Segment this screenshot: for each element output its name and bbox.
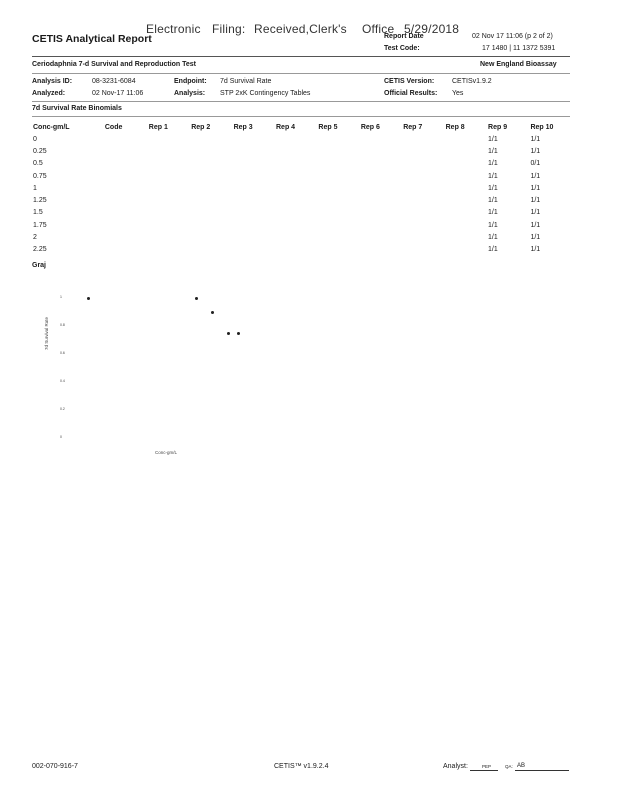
analysis-id-label: Analysis ID: — [32, 78, 73, 85]
col-rep5: Rep 5 — [318, 123, 338, 131]
col-rep6: Rep 6 — [360, 123, 380, 131]
filing-stamp-filing: Filing: — [212, 22, 246, 36]
cell-rep9: 1/1 — [488, 160, 498, 168]
cell-rep9: 1/1 — [488, 197, 498, 205]
y-axis-label: 7d Survival Rate — [44, 316, 49, 350]
analyst-initials: PEP — [482, 764, 492, 769]
col-code: Code — [104, 123, 123, 131]
data-point — [195, 297, 198, 300]
endpoint-value: 7d Survival Rate — [220, 78, 272, 85]
cell-rep10: 0/1 — [530, 160, 541, 168]
data-point — [237, 332, 240, 335]
report-date-label: Report Date — [384, 33, 424, 40]
analyst-line — [470, 770, 498, 771]
analyzed-label: Analyzed: — [32, 90, 66, 97]
table-row — [33, 244, 573, 256]
qa-initials: AB — [517, 763, 526, 769]
col-conc: Conc-gm/L — [33, 123, 70, 131]
col-rep3: Rep 3 — [233, 123, 253, 131]
table-row — [33, 158, 573, 170]
y-tick-label: 0.2 — [60, 407, 65, 411]
qa-line — [515, 770, 569, 771]
cell-conc: 1 — [33, 184, 37, 192]
filing-stamp-received: Received,Clerk's — [254, 22, 347, 36]
cell-rep9: 1/1 — [488, 135, 498, 143]
data-point — [87, 297, 90, 300]
filing-stamp-date: 5/29/2018 — [404, 22, 460, 36]
table-row — [33, 231, 573, 243]
table-row — [33, 194, 573, 206]
col-rep9: Rep 9 — [488, 123, 508, 131]
meta-rule — [32, 73, 570, 74]
cell-rep9: 1/1 — [488, 221, 498, 229]
analyst-label: Analyst: — [443, 763, 468, 770]
table-row — [33, 182, 573, 194]
table-row — [33, 145, 573, 157]
data-point — [227, 332, 230, 335]
qa-label: QA: — [505, 764, 513, 769]
cell-rep9: 1/1 — [488, 172, 498, 180]
header-rule — [32, 56, 570, 57]
cetis-version-value: CETISv1.9.2 — [452, 78, 492, 85]
table-row — [33, 133, 573, 145]
section-rule — [32, 101, 570, 102]
analysis-label: Analysis: — [174, 90, 206, 97]
cell-conc: 0.75 — [33, 172, 47, 180]
graph-title: Graj — [32, 262, 47, 269]
y-tick-label: 0 — [60, 435, 62, 439]
data-point — [211, 311, 214, 314]
cell-rep10: 1/1 — [530, 221, 541, 229]
cell-rep9: 1/1 — [488, 184, 498, 192]
col-rep7: Rep 7 — [403, 123, 423, 131]
cell-rep9: 1/1 — [488, 234, 498, 242]
cell-conc: 1.5 — [33, 209, 43, 217]
test-code-value: 17 1480 | 11 1372 5391 — [482, 45, 556, 52]
cell-rep10: 1/1 — [530, 234, 541, 242]
official-results-value: Yes — [452, 90, 464, 97]
filing-stamp-office: Office — [362, 22, 395, 36]
x-axis-label: Conc-gm/L — [155, 450, 178, 455]
test-code-label: Test Code: — [384, 45, 420, 52]
cell-rep10: 1/1 — [530, 246, 541, 254]
section-title: 7d Survival Rate Binomials — [32, 105, 122, 112]
cell-rep10: 1/1 — [530, 197, 541, 205]
report-title: CETIS Analytical Report — [32, 33, 152, 45]
cell-rep10: 1/1 — [530, 184, 541, 192]
lab-name: New England Bioassay — [480, 61, 557, 68]
y-tick-label: 0.8 — [60, 323, 65, 327]
cell-rep9: 1/1 — [488, 209, 498, 217]
binomials-table — [33, 121, 573, 256]
cell-conc: 1.25 — [33, 197, 47, 205]
col-rep1: Rep 1 — [148, 123, 168, 131]
cell-rep10: 1/1 — [530, 135, 541, 143]
software-version: CETIS™ v1.9.2.4 — [274, 763, 329, 770]
y-tick-label: 0.4 — [60, 379, 65, 383]
cell-rep9: 1/1 — [488, 246, 498, 254]
table-header-row — [33, 121, 573, 133]
y-tick-label: 0.6 — [60, 351, 65, 355]
cell-conc: 0.25 — [33, 147, 47, 155]
col-rep10: Rep 10 — [530, 123, 554, 131]
cell-rep9: 1/1 — [488, 147, 498, 155]
official-results-label: Official Results: — [384, 90, 438, 97]
table-row — [33, 170, 573, 182]
cell-rep10: 1/1 — [530, 172, 541, 180]
analysis-value: STP 2xK Contingency Tables — [220, 90, 311, 97]
report-date-value: 02 Nov 17 11:06 (p 2 of 2) — [472, 33, 553, 40]
col-rep2: Rep 2 — [191, 123, 211, 131]
analysis-id-value: 08-3231-6084 — [92, 78, 136, 85]
doc-id: 002-070-916-7 — [32, 763, 78, 770]
col-rep8: Rep 8 — [445, 123, 465, 131]
cell-conc: 0.5 — [33, 160, 43, 168]
cetis-version-label: CETIS Version: — [384, 78, 435, 85]
table-row — [33, 219, 573, 231]
table-row — [33, 207, 573, 219]
filing-stamp-label: Electronic — [146, 22, 201, 36]
cell-conc: 2.25 — [33, 246, 47, 254]
analyzed-value: 02 Nov-17 11:06 — [92, 90, 144, 97]
cell-rep10: 1/1 — [530, 209, 541, 217]
test-name: Ceriodaphnia 7-d Survival and Reproduction Test — [32, 61, 197, 68]
cell-conc: 0 — [33, 135, 37, 143]
cell-conc: 1.75 — [33, 221, 47, 229]
endpoint-label: Endpoint: — [174, 78, 207, 85]
table-top-rule — [32, 116, 570, 117]
cell-conc: 2 — [33, 234, 37, 242]
col-rep4: Rep 4 — [276, 123, 296, 131]
y-tick-label: 1 — [60, 295, 62, 299]
cell-rep10: 1/1 — [530, 147, 541, 155]
